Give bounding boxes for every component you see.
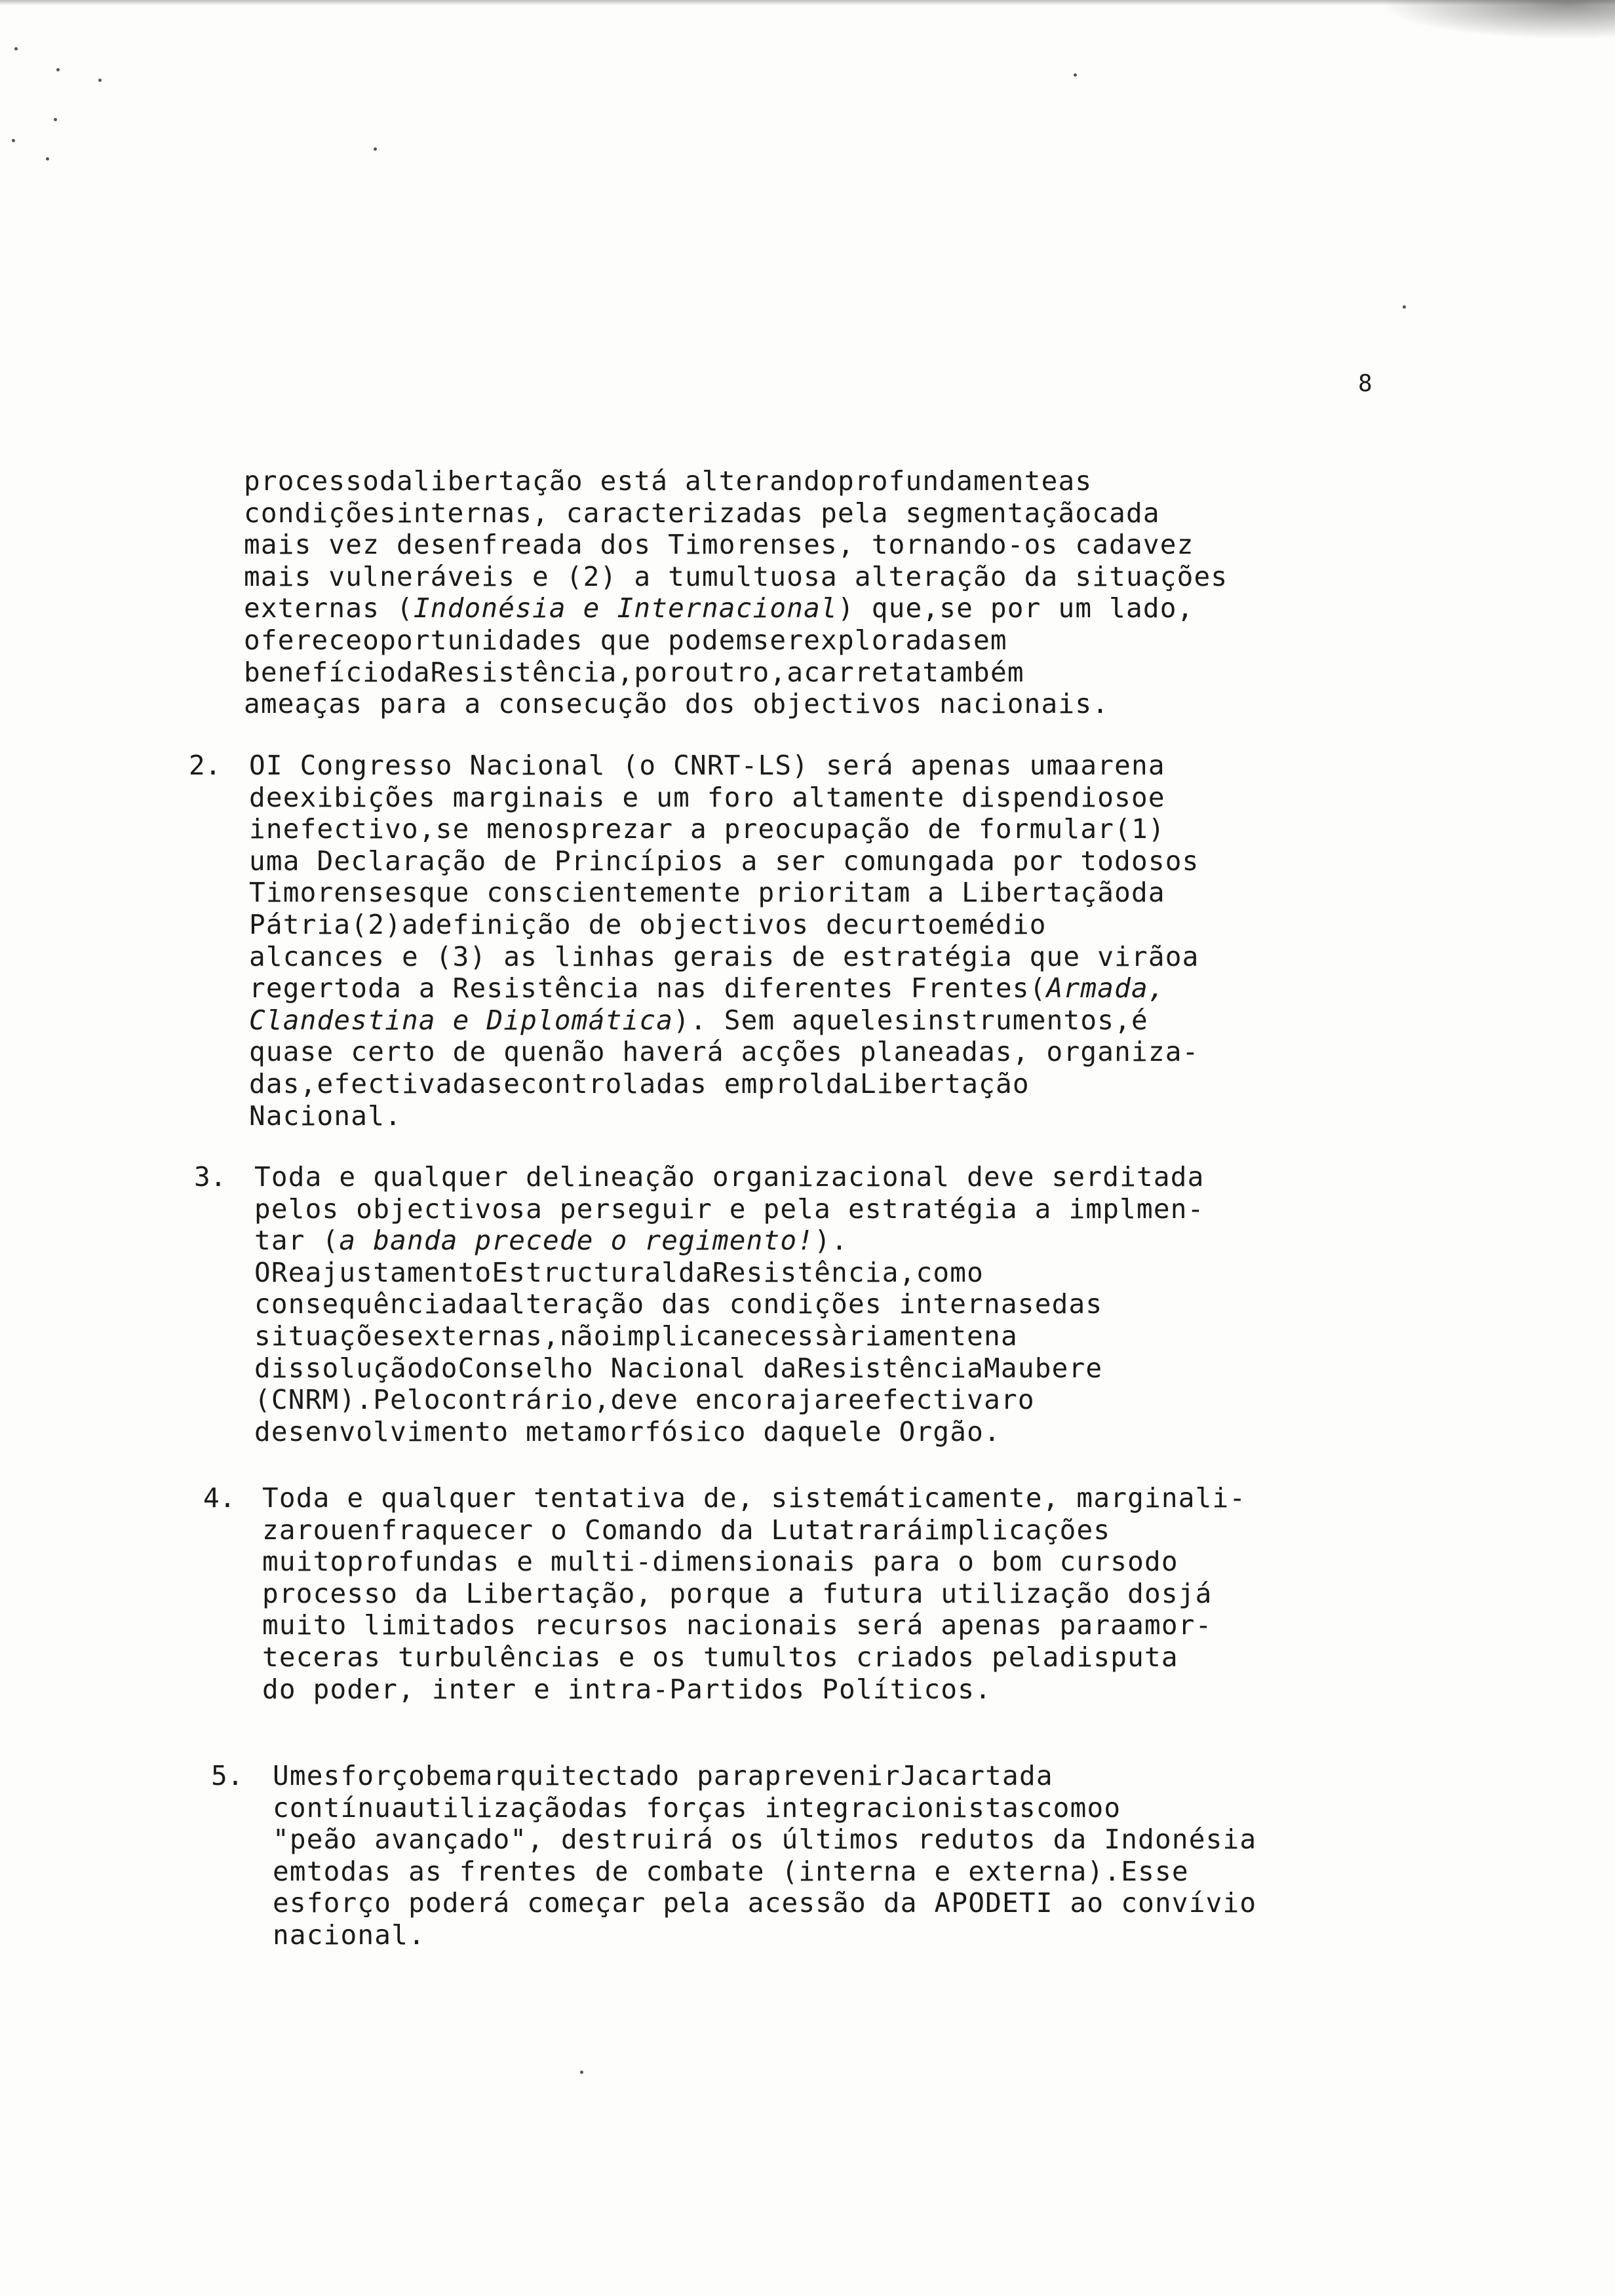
text-segment: enfraquecer o Comando da Luta bbox=[347, 1514, 840, 1546]
text-line bbox=[254, 1416, 1411, 1448]
text-segment: profundamente bbox=[837, 465, 1059, 497]
scan-speck bbox=[54, 118, 57, 121]
text-segment: o bbox=[1017, 1384, 1035, 1416]
text-segment: esforço poderá começar pela acessão da APODETI ao convívio bbox=[273, 1887, 1257, 1919]
text-segment: todas as frentes de combate (interna e externa). bbox=[306, 1855, 1121, 1887]
text-line bbox=[273, 1824, 1431, 1856]
text-segment: Nacional. bbox=[249, 1100, 402, 1132]
text-segment: das bbox=[1051, 1288, 1103, 1320]
text-segment: o bbox=[1104, 1791, 1121, 1824]
scan-speck bbox=[12, 139, 15, 142]
text-segment: e bbox=[944, 908, 962, 940]
text-line bbox=[249, 1068, 1403, 1100]
text-line bbox=[244, 465, 1400, 497]
text-segment: uma Declaração de Princípios a ser comungada por todos bbox=[249, 845, 1165, 877]
paragraph bbox=[273, 1760, 1431, 1951]
text-segment: externas, bbox=[406, 1320, 560, 1352]
text-segment: se por um lado, bbox=[939, 592, 1194, 624]
text-segment: da bbox=[678, 1256, 712, 1288]
text-segment: toda a Resistência nas diferentes Frentes bbox=[334, 972, 1030, 1004]
text-segment: tecer bbox=[262, 1641, 347, 1673]
scan-speck bbox=[14, 47, 18, 50]
text-segment: ameaças para a consecução dos objectivos nacionais. bbox=[244, 688, 1110, 720]
scan-speck bbox=[580, 2071, 583, 2074]
text-segment: arena bbox=[1080, 750, 1165, 781]
text-segment: processo bbox=[244, 465, 380, 497]
text-line bbox=[249, 782, 1403, 814]
text-segment: processo da Libertação, porque a futura utilização dos bbox=[262, 1577, 1178, 1609]
text-line bbox=[262, 1641, 1422, 1674]
text-line bbox=[254, 1161, 1411, 1193]
text-segment: como bbox=[1036, 1791, 1104, 1824]
text-line bbox=[254, 1352, 1411, 1385]
text-line bbox=[262, 1482, 1422, 1514]
text-segment: nacional. bbox=[273, 1919, 425, 1951]
text-segment: profundas e multi-dimensionais para o bom curso bbox=[347, 1546, 1144, 1578]
text-segment: também bbox=[922, 656, 1024, 688]
text-segment: efectivar bbox=[865, 1384, 1018, 1416]
text-segment: Conselho Nacional da bbox=[457, 1352, 798, 1384]
text-segment: e bbox=[1148, 781, 1165, 813]
text-segment: os bbox=[1165, 845, 1199, 877]
text-segment: de bbox=[249, 781, 283, 813]
text-segment: deve encorajar bbox=[610, 1384, 848, 1416]
text-segment: externas ( bbox=[244, 592, 414, 624]
text-line bbox=[249, 845, 1403, 877]
text-segment: consequência bbox=[254, 1288, 458, 1320]
text-line bbox=[244, 497, 1400, 529]
text-segment: curto bbox=[859, 908, 945, 940]
text-segment: ). Sem aqueles bbox=[673, 1004, 911, 1036]
text-segment: (1) bbox=[1114, 813, 1165, 845]
text-segment: ditada bbox=[1102, 1161, 1205, 1193]
text-group bbox=[244, 592, 939, 624]
text-segment: Libertação bbox=[859, 1067, 1030, 1100]
paragraph-number: 4. bbox=[203, 1482, 236, 1514]
text-line bbox=[254, 1225, 1411, 1257]
text-segment: a bbox=[1182, 940, 1199, 972]
text-segment: a bbox=[401, 908, 419, 940]
text-segment: já bbox=[1178, 1577, 1213, 1609]
text-segment: médio bbox=[962, 908, 1047, 940]
text-segment: cada bbox=[1092, 497, 1160, 529]
text-line bbox=[244, 592, 1400, 624]
text-segment: contínua bbox=[273, 1791, 409, 1824]
text-segment: em bbox=[273, 1855, 307, 1887]
text-segment: da bbox=[826, 1067, 860, 1100]
scan-speck bbox=[1403, 305, 1406, 309]
paragraph bbox=[254, 1161, 1411, 1447]
text-segment: O bbox=[254, 1256, 271, 1288]
text-segment: ( bbox=[1029, 972, 1047, 1004]
text-segment: Um bbox=[273, 1760, 307, 1791]
paragraph-number: 5. bbox=[211, 1760, 244, 1791]
text-line bbox=[254, 1288, 1411, 1320]
text-segment: prevenir bbox=[764, 1760, 901, 1791]
text-group bbox=[1030, 972, 1165, 1004]
text-line bbox=[273, 1792, 1431, 1824]
text-segment: na bbox=[984, 1320, 1018, 1352]
text-line bbox=[249, 750, 1403, 782]
text-segment: I Congresso Nacional (o CNRT-LS) será apenas uma bbox=[265, 750, 1081, 781]
text-line bbox=[244, 624, 1400, 657]
text-segment: se menosprezar a preocupação de formular bbox=[435, 813, 1115, 845]
text-line bbox=[262, 1609, 1422, 1641]
text-segment: da bbox=[379, 465, 414, 497]
text-segment: amor- bbox=[1127, 1609, 1213, 1641]
text-segment: por bbox=[634, 656, 686, 688]
text-segment: Estructural bbox=[492, 1256, 679, 1288]
text-segment: Indonésia e Internacional bbox=[413, 592, 838, 624]
text-segment: oportunidades que podem bbox=[362, 624, 753, 656]
text-segment: dissolução bbox=[254, 1352, 424, 1384]
paragraph-number: 2. bbox=[189, 750, 222, 781]
text-segment: do poder, inter e intra-Partidos Políticos. bbox=[262, 1673, 992, 1705]
text-line bbox=[254, 1320, 1411, 1352]
text-segment: bem bbox=[425, 1760, 477, 1791]
text-line bbox=[273, 1760, 1431, 1792]
text-line bbox=[254, 1257, 1411, 1289]
text-segment: inefectivo, bbox=[249, 813, 436, 845]
text-segment: prol bbox=[758, 1067, 827, 1100]
paragraph-number: 3. bbox=[194, 1161, 227, 1193]
text-segment: Clandestina e Diplomática bbox=[249, 1004, 674, 1036]
text-line bbox=[262, 1546, 1422, 1578]
text-segment: "peão avançado", destruirá os últimos redutos da Indonésia bbox=[273, 1824, 1257, 1856]
text-segment: mais vez desenfreada dos Timorenses, tornando-os cada bbox=[244, 529, 1143, 561]
text-segment: Resistência bbox=[797, 1352, 984, 1384]
text-segment: contrário, bbox=[440, 1384, 611, 1416]
text-segment: Esse bbox=[1121, 1855, 1189, 1887]
text-segment: e bbox=[847, 1384, 865, 1416]
text-segment: ). bbox=[814, 1225, 848, 1257]
text-segment: oferece bbox=[244, 624, 363, 656]
text-line bbox=[249, 1004, 1403, 1037]
text-segment: implica bbox=[610, 1320, 730, 1352]
text-segment: Pelo bbox=[373, 1384, 441, 1416]
text-segment: das forças integracionistas bbox=[577, 1791, 1036, 1824]
text-segment: internas, caracterizadas pela segmentação bbox=[396, 497, 1093, 529]
text-segment: vez bbox=[1142, 529, 1194, 561]
text-segment: do bbox=[423, 1352, 458, 1384]
text-line bbox=[244, 657, 1400, 689]
text-line bbox=[244, 688, 1400, 720]
text-segment: (CNRM). bbox=[254, 1384, 374, 1416]
text-segment: trará bbox=[839, 1514, 924, 1546]
text-segment: em bbox=[973, 624, 1007, 656]
text-segment: da bbox=[396, 656, 431, 688]
text-segment: arquitectado para bbox=[476, 1760, 765, 1791]
text-segment: Toda e qualquer tentativa de, sistemáticamente, marginali- bbox=[262, 1482, 1247, 1514]
text-segment: as bbox=[1058, 465, 1093, 497]
text-segment: do bbox=[1144, 1546, 1178, 1578]
text-segment: libertação está alterando bbox=[413, 465, 838, 497]
text-segment: e bbox=[503, 1067, 521, 1100]
text-segment: da bbox=[457, 1288, 492, 1320]
text-line bbox=[254, 1193, 1411, 1225]
text-segment: Pátria bbox=[249, 908, 351, 940]
text-line bbox=[249, 972, 1403, 1004]
scan-speck bbox=[98, 79, 102, 82]
text-segment: situações bbox=[254, 1320, 407, 1352]
text-line bbox=[273, 1887, 1431, 1919]
paragraph bbox=[249, 750, 1403, 1132]
text-segment: Timorenses bbox=[249, 877, 419, 909]
text-segment: desenvolvimento metamorfósico daquele Orgão. bbox=[254, 1415, 1001, 1447]
text-segment: muito bbox=[262, 1546, 347, 1578]
text-segment: efectivadas bbox=[317, 1067, 504, 1100]
text-line bbox=[249, 909, 1403, 941]
scan-speck bbox=[374, 147, 377, 151]
text-segment: não haverá acções planeadas, organiza- bbox=[554, 1036, 1199, 1068]
text-segment: definição de objectivos de bbox=[418, 908, 860, 940]
text-segment: e bbox=[1034, 1288, 1052, 1320]
text-segment: não bbox=[559, 1320, 611, 1352]
text-segment: exploradas bbox=[804, 624, 974, 656]
text-segment: que conscientemente prioritam a Libertação bbox=[418, 877, 1131, 909]
text-segment: disputa bbox=[1059, 1641, 1178, 1673]
text-segment: da bbox=[1019, 1760, 1053, 1791]
text-segment: ) que, bbox=[837, 592, 940, 624]
text-line bbox=[249, 877, 1403, 909]
text-segment: ou bbox=[313, 1514, 347, 1546]
text-segment: exibições marginais e um foro altamente dispendioso bbox=[282, 781, 1148, 813]
text-segment: necessàriamente bbox=[729, 1320, 984, 1352]
text-segment: benefício bbox=[244, 656, 397, 688]
text-line bbox=[244, 561, 1400, 593]
text-line bbox=[262, 1514, 1422, 1546]
text-segment: alteração das condições internas bbox=[492, 1288, 1035, 1320]
text-segment: Jacarta bbox=[900, 1760, 1019, 1791]
page-number: 8 bbox=[1358, 370, 1372, 397]
text-line bbox=[262, 1674, 1422, 1706]
text-segment: implicações bbox=[924, 1514, 1111, 1546]
text-segment: acarreta bbox=[787, 656, 923, 688]
text-segment: O bbox=[249, 750, 266, 781]
text-segment: ser bbox=[752, 624, 804, 656]
text-line bbox=[254, 1384, 1411, 1416]
text-line bbox=[249, 941, 1403, 973]
text-segment: condições bbox=[244, 497, 397, 529]
text-segment: zar bbox=[262, 1514, 313, 1546]
scan-edge bbox=[0, 0, 1615, 5]
text-segment: Toda e qualquer delineação organizacional deve ser bbox=[254, 1161, 1103, 1193]
text-segment: mais vulneráveis e (2) a tumultuosa alteração da situações bbox=[244, 560, 1228, 592]
text-segment: pelos objectivos bbox=[254, 1193, 526, 1225]
scan-speck bbox=[1074, 73, 1077, 77]
scan-smudge bbox=[1379, 0, 1615, 39]
text-segment: controladas em bbox=[520, 1067, 758, 1100]
paragraph bbox=[244, 465, 1400, 720]
text-segment: (2) bbox=[351, 908, 402, 940]
text-segment: é bbox=[1131, 1004, 1148, 1036]
text-segment: da bbox=[1131, 877, 1165, 909]
text-line bbox=[244, 529, 1400, 561]
text-line bbox=[249, 1036, 1403, 1068]
text-segment: quase certo de que bbox=[249, 1036, 555, 1068]
text-line bbox=[262, 1578, 1422, 1610]
text-segment: das, bbox=[249, 1067, 317, 1100]
text-segment: a banda precede o regimento! bbox=[339, 1225, 815, 1257]
text-segment: Resistência, bbox=[430, 656, 634, 688]
scan-speck bbox=[46, 157, 49, 161]
text-segment: reger bbox=[249, 972, 334, 1004]
text-group bbox=[254, 1225, 848, 1256]
text-line bbox=[273, 1856, 1431, 1888]
text-segment: instrumentos, bbox=[910, 1004, 1131, 1036]
text-segment: utilização bbox=[408, 1791, 578, 1824]
text-segment: alcances e (3) as linhas gerais de estratégia que virão bbox=[249, 940, 1182, 972]
text-segment: outro, bbox=[685, 656, 787, 688]
text-segment: como bbox=[916, 1256, 984, 1288]
text-segment: Maubere bbox=[984, 1352, 1103, 1384]
text-line bbox=[249, 1100, 1403, 1132]
text-segment: tar ( bbox=[254, 1225, 340, 1257]
text-segment: Reajustamento bbox=[271, 1256, 492, 1288]
text-segment: Armada, bbox=[1046, 972, 1165, 1004]
text-segment: as turbulências e os tumultos criados pela bbox=[347, 1641, 1060, 1673]
text-segment: muito limitados recursos nacionais será apenas para bbox=[262, 1609, 1128, 1641]
text-line bbox=[273, 1919, 1431, 1951]
text-segment: esforço bbox=[306, 1760, 425, 1791]
text-line bbox=[249, 813, 1403, 845]
text-segment: a perseguir e pela estratégia a implmen- bbox=[526, 1193, 1205, 1225]
text-segment: Resistência, bbox=[712, 1256, 916, 1288]
paragraph bbox=[262, 1482, 1422, 1705]
scan-speck bbox=[56, 68, 60, 71]
